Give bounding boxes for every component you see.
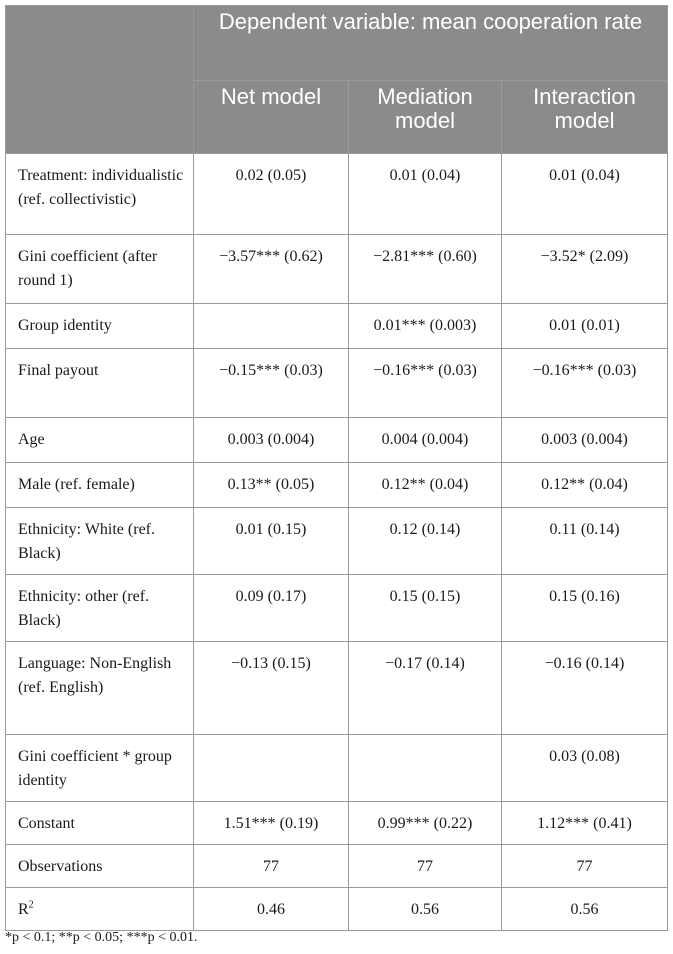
table-row [6, 802, 668, 845]
interaction-model-cell: 0.03 (0.08) [502, 735, 668, 802]
table-row [6, 642, 668, 735]
mediation-model-cell: 0.99*** (0.22) [349, 802, 502, 845]
row-label: Final payout [6, 349, 194, 418]
mediation-model-cell: 0.12 (0.14) [349, 508, 502, 575]
net-model-cell: 0.003 (0.004) [194, 418, 349, 463]
net-model-cell [194, 304, 349, 349]
mediation-model-cell: 0.12** (0.04) [349, 463, 502, 508]
mediation-model-cell: −0.16*** (0.03) [349, 349, 502, 418]
header-corner-cell [6, 6, 194, 154]
table-row [6, 575, 668, 642]
net-model-cell: −0.13 (0.15) [194, 642, 349, 735]
net-model-cell: 0.01 (0.15) [194, 508, 349, 575]
interaction-model-header: Interaction model [502, 81, 668, 154]
mediation-model-cell: −2.81*** (0.60) [349, 235, 502, 304]
net-model-header: Net model [194, 81, 349, 154]
table-row [6, 845, 668, 888]
table-header [6, 6, 668, 154]
net-model-cell: 0.46 [194, 888, 349, 931]
net-model-cell: 0.13** (0.05) [194, 463, 349, 508]
interaction-model-cell: 0.56 [502, 888, 668, 931]
row-label: Gini coefficient (after round 1) [6, 235, 194, 304]
interaction-model-cell: 77 [502, 845, 668, 888]
dependent-variable-header: Dependent variable: mean cooperation rate [194, 6, 668, 81]
table-row [6, 235, 668, 304]
interaction-model-cell: 0.15 (0.16) [502, 575, 668, 642]
r-squared-base: R [18, 901, 29, 918]
significance-footnote: *p < 0.1; **p < 0.05; ***p < 0.01. [5, 930, 198, 945]
row-label: Male (ref. female) [6, 463, 194, 508]
row-label: Observations [6, 845, 194, 888]
interaction-model-cell: 0.12** (0.04) [502, 463, 668, 508]
net-model-cell: 0.09 (0.17) [194, 575, 349, 642]
table-body [6, 154, 668, 931]
net-model-cell: 0.02 (0.05) [194, 154, 349, 235]
table-row [6, 349, 668, 418]
mediation-model-cell [349, 735, 502, 802]
mediation-model-cell: 77 [349, 845, 502, 888]
row-label: Group identity [6, 304, 194, 349]
regression-table [5, 5, 668, 931]
row-label: Ethnicity: White (ref. Black) [6, 508, 194, 575]
row-label-r-squared [6, 888, 194, 931]
interaction-model-cell: 0.01 (0.01) [502, 304, 668, 349]
table-row [6, 304, 668, 349]
mediation-model-cell: 0.01*** (0.003) [349, 304, 502, 349]
r-squared-exponent: 2 [28, 899, 34, 911]
table-row [6, 154, 668, 235]
table-row [6, 418, 668, 463]
mediation-model-cell: 0.56 [349, 888, 502, 931]
net-model-cell [194, 735, 349, 802]
table-row [6, 508, 668, 575]
interaction-model-cell: 0.003 (0.004) [502, 418, 668, 463]
interaction-model-cell: −3.52* (2.09) [502, 235, 668, 304]
mediation-model-header: Mediation model [349, 81, 502, 154]
net-model-cell: −3.57*** (0.62) [194, 235, 349, 304]
mediation-model-cell: −0.17 (0.14) [349, 642, 502, 735]
interaction-model-cell: 0.01 (0.04) [502, 154, 668, 235]
interaction-model-cell: 1.12*** (0.41) [502, 802, 668, 845]
mediation-model-cell: 0.15 (0.15) [349, 575, 502, 642]
row-label: Gini coefficient * group identity [6, 735, 194, 802]
table-row [6, 888, 668, 931]
row-label: Age [6, 418, 194, 463]
interaction-model-cell: 0.11 (0.14) [502, 508, 668, 575]
interaction-model-cell: −0.16 (0.14) [502, 642, 668, 735]
table-row [6, 735, 668, 802]
net-model-cell: 1.51*** (0.19) [194, 802, 349, 845]
net-model-cell: −0.15*** (0.03) [194, 349, 349, 418]
table-row [6, 463, 668, 508]
row-label: Constant [6, 802, 194, 845]
mediation-model-cell: 0.01 (0.04) [349, 154, 502, 235]
net-model-cell: 77 [194, 845, 349, 888]
row-label: Language: Non-English (ref. English) [6, 642, 194, 735]
mediation-model-cell: 0.004 (0.004) [349, 418, 502, 463]
interaction-model-cell: −0.16*** (0.03) [502, 349, 668, 418]
row-label: Treatment: individualistic (ref. collectivistic) [6, 154, 194, 235]
row-label: Ethnicity: other (ref. Black) [6, 575, 194, 642]
